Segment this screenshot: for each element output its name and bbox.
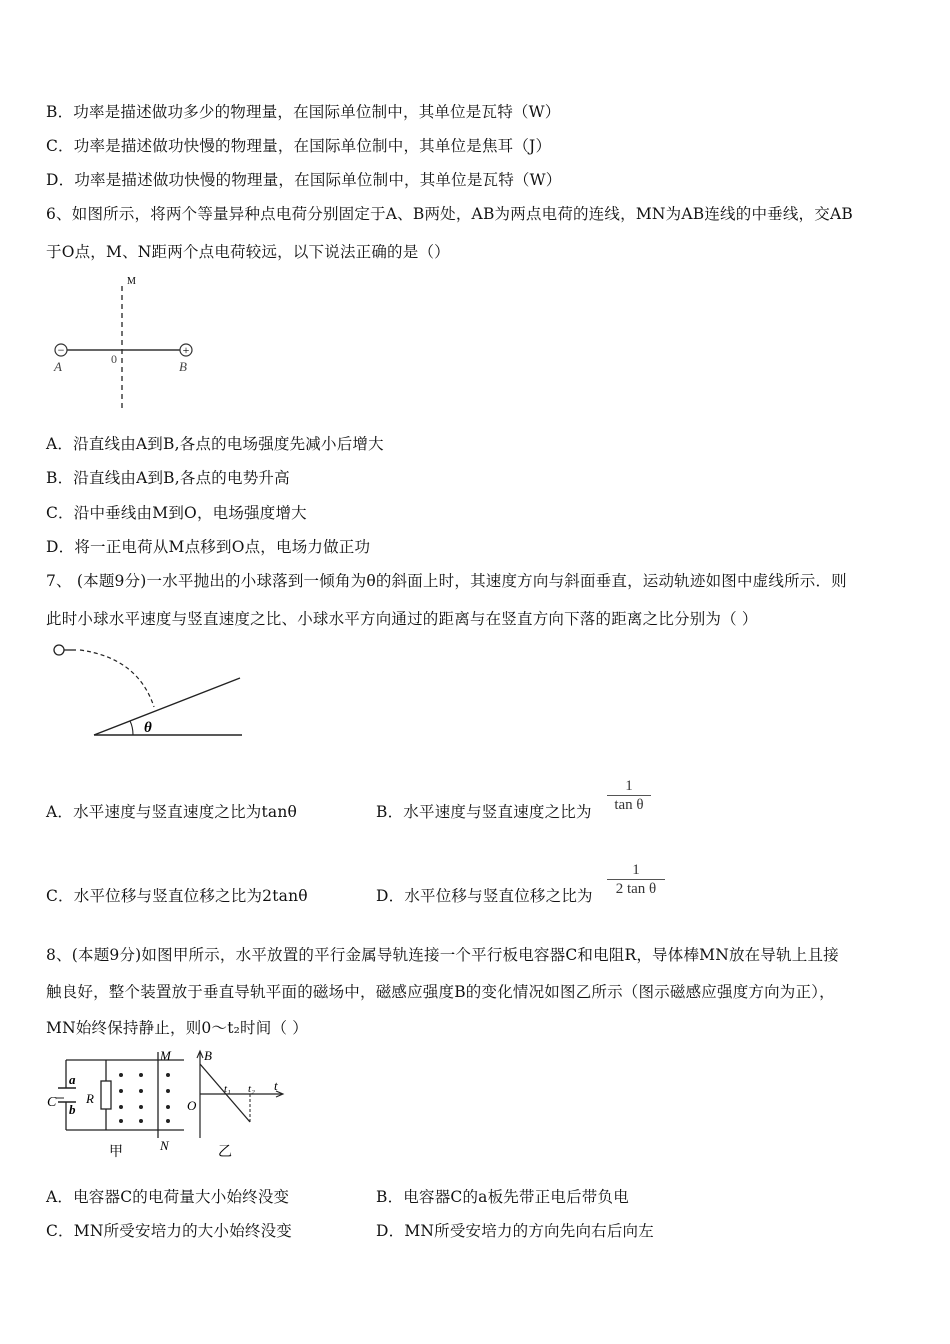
q6-option-a: A．沿直线由A到B,各点的电场强度先减小后增大	[46, 435, 384, 453]
label-m: M	[127, 276, 136, 287]
label-b: B	[204, 1048, 212, 1063]
charge-b-sign: +	[182, 343, 190, 357]
label-b: B	[179, 359, 187, 374]
q8-option-a: A．电容器C的电荷量大小始终没变	[46, 1188, 290, 1206]
label-t1: t₁	[224, 1083, 231, 1095]
label-m: M	[160, 1048, 171, 1063]
q7-option-d-denominator: 2 tan θ	[615, 881, 657, 897]
label-o: 0	[111, 352, 117, 366]
q8-option-b: B．电容器C的a板先带正电后带负电	[376, 1188, 629, 1206]
q5-option-d: D．功率是描述做功快慢的物理量，在国际单位制中，其单位是瓦特（W）	[46, 171, 562, 189]
label-t: t	[274, 1078, 278, 1093]
q7-incline-figure	[50, 640, 250, 740]
q6-option-c: C．沿中垂线由M到O，电场强度增大	[46, 504, 307, 522]
label-a: A	[54, 359, 62, 374]
caption-jia: 甲	[109, 1145, 123, 1160]
q8-stem-line3: MN始终保持静止，则0～t₂时间（ ）	[46, 1019, 308, 1037]
q8-stem-line1: 8、(本题9分)如图甲所示，水平放置的平行金属导轨连接一个平行板电容器C和电阻R，导体棒MN放在导轨上且接	[46, 946, 839, 964]
q6-stem-line1: 6、如图所示，将两个等量异种点电荷分别固定于A、B两处，AB为两点电荷的连线，MN为AB连线的中垂线，交AB	[46, 205, 853, 223]
incline-line	[94, 678, 240, 735]
q6-charge-figure	[48, 272, 208, 412]
label-t2: t₂	[248, 1083, 255, 1095]
angle-arc	[130, 721, 133, 735]
q7-option-d-numerator: 1	[632, 862, 640, 878]
q5-option-c: C．功率是描述做功快慢的物理量，在国际单位制中，其单位是焦耳（J）	[46, 137, 552, 155]
q7-stem-line2: 此时小球水平速度与竖直速度之比、小球水平方向通过的距离与在竖直方向下落的距离之比分别为（ ）	[46, 610, 758, 628]
q8-circuit-figure	[44, 1048, 194, 1160]
label-b: b	[69, 1102, 76, 1117]
q7-option-b: B．水平速度与竖直速度之比为	[376, 803, 592, 821]
q7-option-b-denominator: tan θ	[614, 797, 644, 813]
caption-yi: 乙	[218, 1145, 232, 1160]
resistor	[101, 1081, 111, 1109]
q8-bt-graph-figure	[182, 1048, 292, 1160]
label-c: C	[47, 1095, 57, 1110]
q6-option-b: B．沿直线由A到B,各点的电势升高	[46, 469, 290, 487]
q7-option-b-fraction	[607, 777, 651, 814]
q7-option-a: A．水平速度与竖直速度之比为tanθ	[46, 803, 298, 821]
q7-option-d-fraction	[607, 861, 665, 898]
theta-label: θ	[144, 720, 152, 736]
ball	[54, 645, 64, 655]
q8-option-c: C．MN所受安培力的大小始终没变	[46, 1222, 292, 1240]
q8-option-d: D．MN所受安培力的方向先向右后向左	[376, 1222, 654, 1240]
q6-option-d: D．将一正电荷从M点移到O点，电场力做正功	[46, 538, 371, 556]
q7-option-c: C．水平位移与竖直位移之比为2tanθ	[46, 887, 308, 905]
q8-stem-line2: 触良好，整个装置放于垂直导轨平面的磁场中，磁感应强度B的变化情况如图乙所示（图示磁感应强度方向为正），	[46, 983, 835, 1001]
label-r: R	[86, 1091, 94, 1106]
q7-option-d: D．水平位移与竖直位移之比为	[376, 887, 593, 905]
trajectory-dashed	[80, 650, 154, 707]
q6-stem-line2: 于O点，M、N距两个点电荷较远，以下说法正确的是（）	[46, 243, 450, 261]
q7-option-b-numerator: 1	[625, 778, 633, 794]
label-a: a	[69, 1072, 76, 1087]
field-dots	[119, 1073, 170, 1123]
q5-option-b: B．功率是描述做功多少的物理量，在国际单位制中，其单位是瓦特（W）	[46, 103, 561, 121]
charge-a-sign: −	[57, 343, 65, 357]
label-o: O	[187, 1098, 197, 1113]
q7-stem-line1: 7、 (本题9分)一水平抛出的小球落到一倾角为θ的斜面上时，其速度方向与斜面垂直，运动轨迹如图中虚线所示．则	[46, 572, 847, 590]
label-n: N	[160, 1138, 169, 1153]
